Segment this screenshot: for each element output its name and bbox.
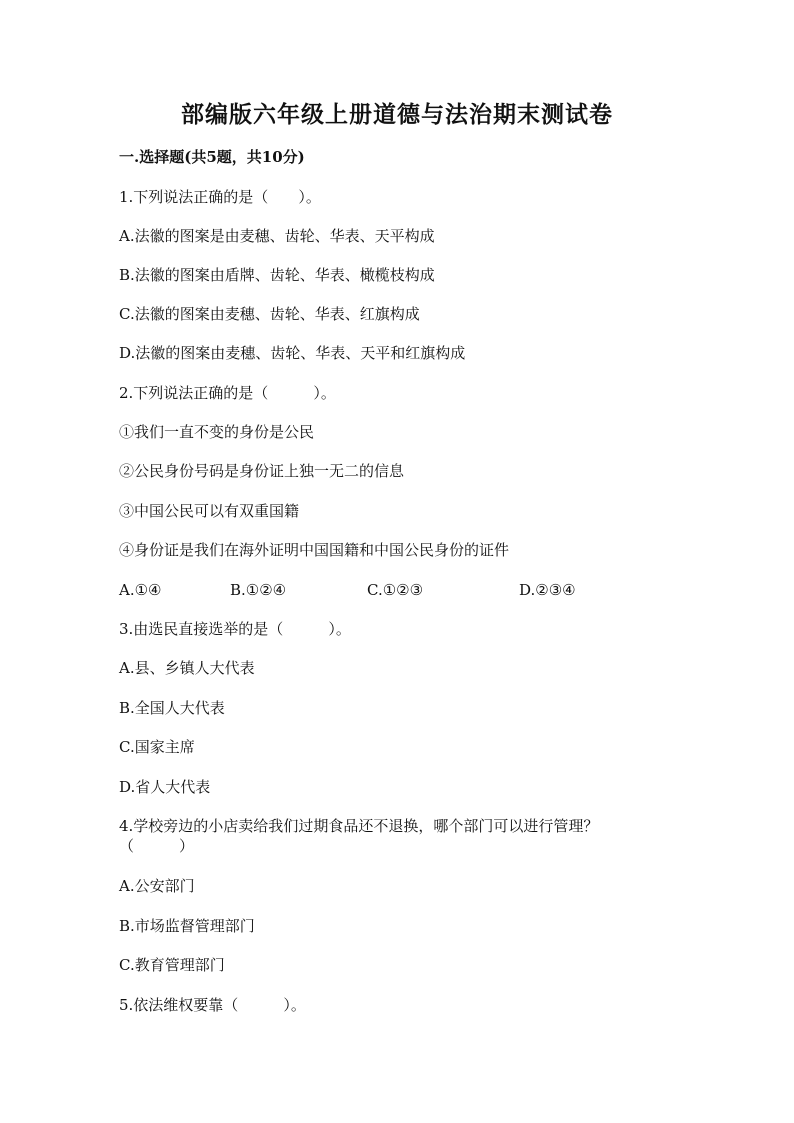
- question-2-option-c: C.①②③: [367, 581, 424, 599]
- page-title: 部编版六年级上册道德与法治期末测试卷: [181, 101, 613, 128]
- question-3-option-d: D.省人大代表: [119, 778, 211, 796]
- question-1-option-d: D.法徽的图案由麦穗、齿轮、华表、天平和红旗构成: [119, 344, 466, 362]
- question-2-option-b: B.①②④: [230, 581, 287, 599]
- section-heading: 一.选择题(共5题，共10分): [119, 148, 305, 166]
- question-1-stem: 1.下列说法正确的是（ ）。: [119, 188, 321, 206]
- question-2-option-a: A.①④: [119, 581, 162, 599]
- question-2-stem: 2.下列说法正确的是（ ）。: [119, 384, 336, 402]
- question-3-stem: 3.由选民直接选举的是（ ）。: [119, 620, 351, 638]
- question-2-statement-3: ③中国公民可以有双重国籍: [119, 502, 300, 520]
- question-3-option-b: B.全国人大代表: [119, 699, 225, 717]
- question-3-option-a: A.县、乡镇人大代表: [119, 659, 255, 677]
- question-4-option-a: A.公安部门: [119, 877, 195, 895]
- question-1-option-a: A.法徽的图案是由麦穗、齿轮、华表、天平构成: [119, 227, 435, 245]
- question-4-stem: 4.学校旁边的小店卖给我们过期食品还不退换，哪个部门可以进行管理？: [119, 817, 599, 835]
- question-4-option-c: C.教育管理部门: [119, 956, 225, 974]
- question-4-option-b: B.市场监督管理部门: [119, 917, 255, 935]
- question-1-option-b: B.法徽的图案由盾牌、齿轮、华表、橄榄枝构成: [119, 266, 435, 284]
- question-3-option-c: C.国家主席: [119, 738, 195, 756]
- question-2-statement-1: ①我们一直不变的身份是公民: [119, 423, 315, 441]
- question-2-statement-2: ②公民身份号码是身份证上独一无二的信息: [119, 462, 405, 480]
- question-2-option-d: D.②③④: [519, 581, 576, 599]
- question-2-statement-4: ④身份证是我们在海外证明中国国籍和中国公民身份的证件: [119, 541, 510, 559]
- question-4-stem-continued: （ ）: [119, 837, 195, 855]
- question-5-stem: 5.依法维权要靠（ ）。: [119, 996, 306, 1014]
- question-1-option-c: C.法徽的图案由麦穗、齿轮、华表、红旗构成: [119, 305, 420, 323]
